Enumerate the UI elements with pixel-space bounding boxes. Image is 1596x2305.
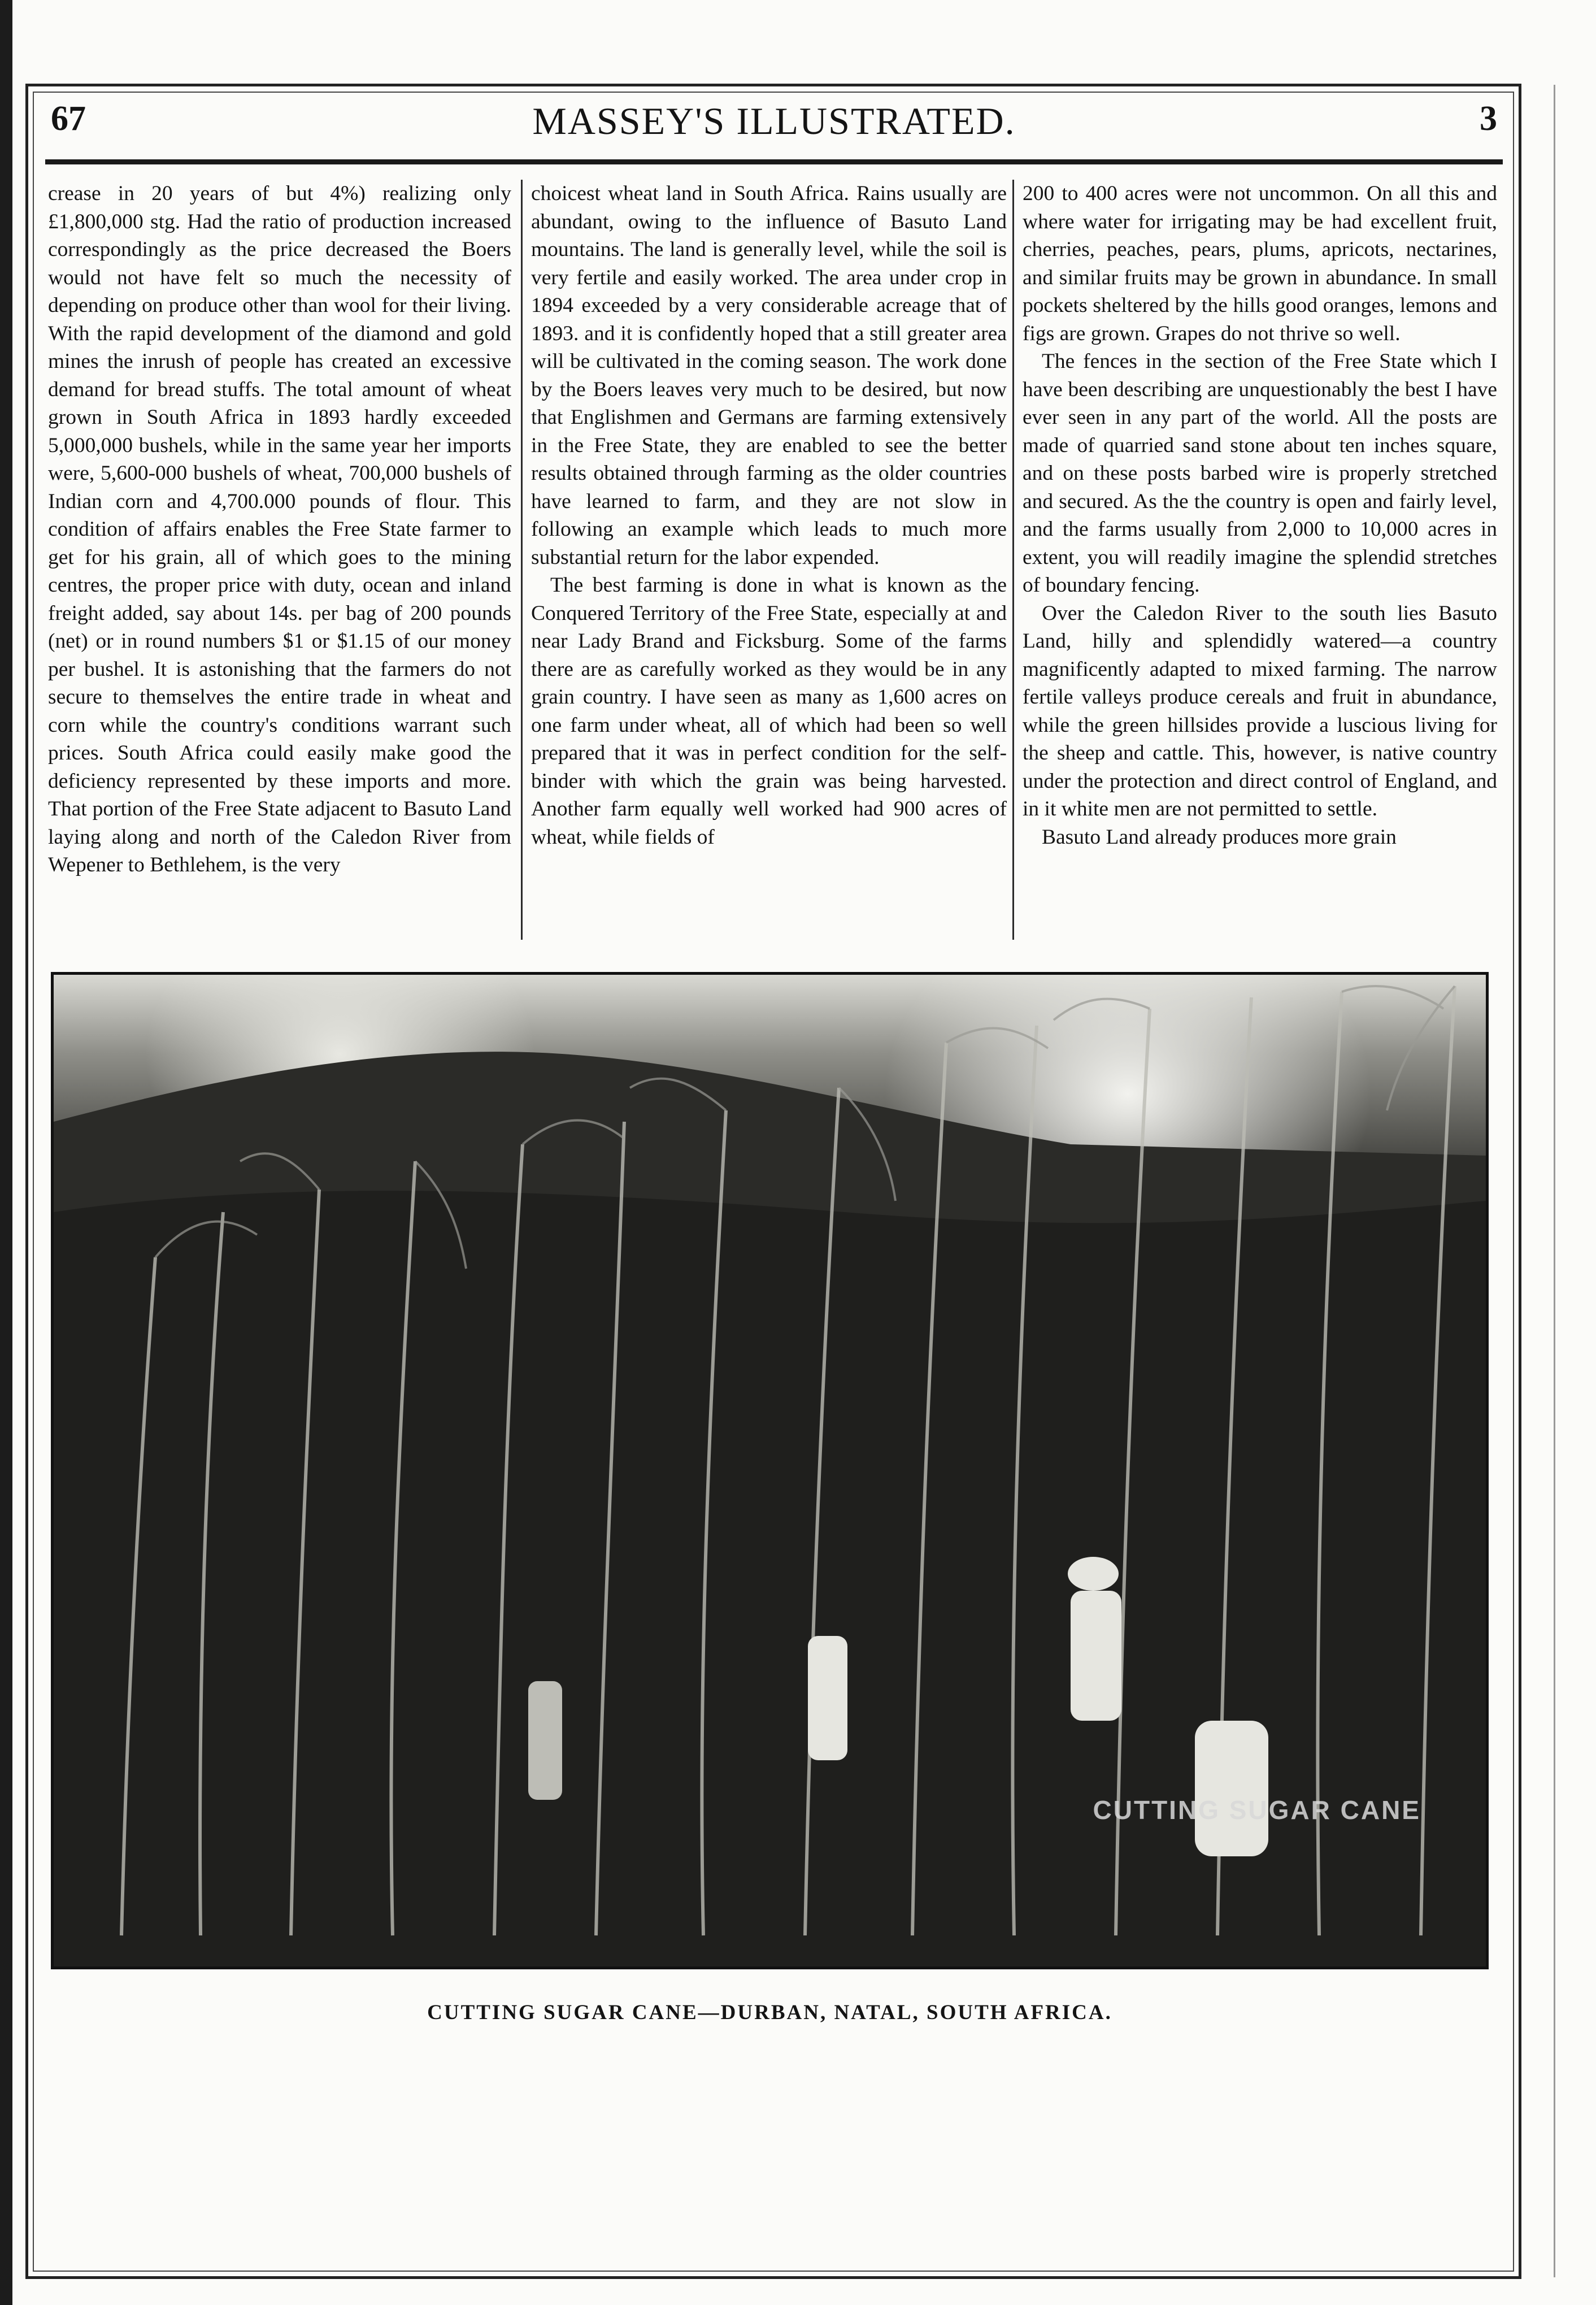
page-number-left: 67 xyxy=(51,99,86,138)
page-edge-bar xyxy=(0,0,12,2305)
running-header xyxy=(45,99,1503,153)
page-title: MASSEY'S ILLUSTRATED. xyxy=(532,99,1016,142)
paragraph: crease in 20 years of but 4%) realizing only £1,800,000 stg. Had the ratio of production increased correspondingly as the price decreased the Boers would not have felt so much the necessity of depending on produce other than wool for their living. With the rapid development of the diamond and gold mines the inrush of people has created an excessive demand for bread stuffs. The total amount of wheat grown in South Africa in 1893 hardly exceeded 5,000,000 bushels, while in the same year her imports were, 5,600-000 bushels of wheat, 700,000 bushels of Indian corn and 4,700.000 pounds of flour. This condition of affairs enables the Free State farmer to get for his grain, all of which goes to the mining centres, the proper price with duty, ocean and inland freight added, say about 14s. per bag of 200 pounds (net) or in round numbers $1 or $1.15 of our money per bushel. It is astonishing that the farmers do not secure to themselves the entire trade in wheat and corn while the country's conditions warrant such prices. South Africa could easily make good the deficiency represented by these imports and more. That portion of the Free State adjacent to Basuto Land laying along and north of the Caledon River from Wepener to Bethlehem, is the very xyxy=(48,182,511,876)
photo-caption: CUTTING SUGAR CANE—DURBAN, NATAL, SOUTH AFRICA. xyxy=(427,2001,1112,2024)
text-column-3 xyxy=(1023,180,1497,948)
right-margin-rule xyxy=(1554,85,1555,2277)
page-number-right: 3 xyxy=(1480,99,1497,138)
text-column-2 xyxy=(531,180,1007,948)
sugar-cane-photograph xyxy=(51,972,1489,1969)
photo-watermark: CUTTING SUGAR CANE xyxy=(1093,1795,1421,1825)
paragraph: 200 to 400 acres were not uncommon. On all this and where water for irrigating may be had excellent fruit, cherries, peaches, pears, plums, apricots, nectarines, and similar fruits may be grown in abundance. In small pockets sheltered by the hills good oranges, lemons and figs are grown. Grapes do not thrive so well. xyxy=(1023,182,1497,345)
column-divider xyxy=(521,180,523,940)
paragraph: The fences in the section of the Free State which I have been describing are unquestionably the best I have ever seen in any part of the world. All the posts are made of quarried sand stone about ten inches square, and on these posts barbed wire is properly stretched and secured. As the the country is open and fairly level, and the farms usually from 2,000 to 10,000 acres in extent, you will readily imagine the splendid stretches of boundary fencing. xyxy=(1023,350,1497,597)
header-rule xyxy=(45,159,1503,164)
paragraph: Over the Caledon River to the south lies Basuto Land, hilly and splendidly watered—a country magnificently adapted to mixed farming. The narrow fertile valleys produce cereals and fruit in abundance, while the green hillsides provide a luscious living for the sheep and cattle. This, however, is native country under the protection and direct control of England, and in it white men are not permitted to settle. xyxy=(1023,601,1497,821)
paragraph: choicest wheat land in South Africa. Rains usually are abundant, owing to the influence of Basuto Land mountains. The land is generally level, while the soil is very fertile and easily worked. The area under crop in 1894 exceeded by a very considerable acreage that of 1893. and it is confidently hoped that a still greater area will be cultivated in the coming season. The work done by the Boers leaves very much to be desired, but now that Englishmen and Germans are farming extensively in the Free State, they are enabled to see the better results obtained through farming as the older countries have learned to farm, and they are not slow in following an example which leads to much more substantial return for the labor expended. xyxy=(531,182,1007,569)
text-column-1 xyxy=(48,180,511,948)
paragraph: The best farming is done in what is known as the Conquered Territory of the Free State, especially at and near Lady Brand and Ficksburg. Some of the farms there are as carefully worked as they would be in any grain country. I have seen as many as 1,600 acres on one farm under wheat, all of which had been so well prepared that it was in perfect condition for the self-binder with which the grain was being harvested. Another farm equally well worked had 900 acres of wheat, while fields of xyxy=(531,574,1007,849)
paragraph: Basuto Land already produces more grain xyxy=(1042,825,1397,849)
column-divider xyxy=(1012,180,1014,940)
